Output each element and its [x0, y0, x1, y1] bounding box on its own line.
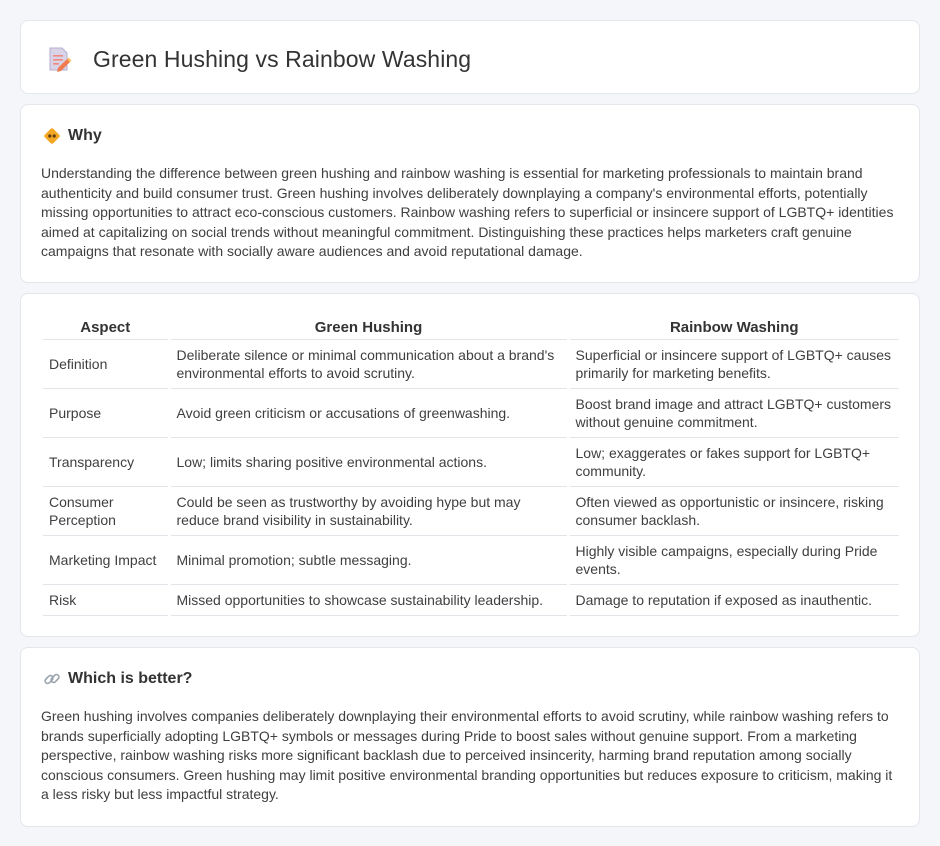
green-hushing-cell: Missed opportunities to showcase sustainability leadership. [169, 584, 568, 615]
green-hushing-cell: Could be seen as trustworthy by avoiding hype but may reduce brand visibility in sustainability. [169, 486, 568, 535]
header-rainbow-washing: Rainbow Washing [568, 315, 899, 339]
better-heading: Which is better? [68, 670, 193, 687]
better-header [43, 670, 192, 688]
why-heading: Why [68, 127, 102, 144]
table-row [43, 584, 899, 615]
why-text: Understanding the difference between green hushing and rainbow washing is essential for marketing professionals to maintain brand authenticity and build consumer trust. Green hushing involves deliberately downplaying a company's environmental efforts, potentially missing opportunities to attract eco-conscious customers. Rainbow washing refers to superficial or insincere support of LGBTQ+ identities aimed at capitalizing on social trends without meaningful commitment. Distinguishing these practices helps marketers craft genuine campaigns that resonate with socially aware audiences and avoid reputational damage. [41, 165, 894, 259]
page-title: Green Hushing vs Rainbow Washing [93, 45, 472, 72]
aspect-cell: Transparency [43, 437, 169, 486]
title-row [45, 45, 471, 73]
rainbow-washing-cell: Damage to reputation if exposed as inauthentic. [568, 584, 899, 615]
green-hushing-cell: Avoid green criticism or accusations of greenwashing. [169, 388, 568, 437]
header-green-hushing: Green Hushing [169, 315, 568, 339]
link-icon [43, 670, 61, 688]
table-row [43, 486, 899, 535]
which-is-better-card [20, 647, 920, 827]
aspect-cell: Definition [43, 339, 169, 388]
rainbow-washing-cell: Highly visible campaigns, especially during Pride events. [568, 535, 899, 584]
rainbow-washing-cell: Boost brand image and attract LGBTQ+ customers without genuine commitment. [568, 388, 899, 437]
document-pencil-icon [45, 45, 73, 73]
header-aspect: Aspect [43, 315, 169, 339]
green-hushing-cell: Minimal promotion; subtle messaging. [169, 535, 568, 584]
table-row [43, 339, 899, 388]
better-text: Green hushing involves companies deliberately downplaying their environmental efforts to avoid scrutiny, while rainbow washing refers to brands superficially adopting LGBTQ+ symbols or messages during Pride to boost sales without genuine support. From a marketing perspective, rainbow washing risks more significant backlash due to perceived insincerity, harming brand reputation among socially conscious consumers. Green hushing may limit positive environmental branding opportunities but reduces exposure to criticism, making it a less risky but less impactful strategy. [41, 708, 893, 802]
aspect-cell: Marketing Impact [43, 535, 169, 584]
aspect-cell: Purpose [43, 388, 169, 437]
rainbow-washing-cell: Superficial or insincere support of LGBTQ+ causes primarily for marketing benefits. [568, 339, 899, 388]
aspect-cell: Risk [43, 584, 169, 615]
rainbow-washing-cell: Often viewed as opportunistic or insincere, risking consumer backlash. [568, 486, 899, 535]
comparison-table [43, 315, 899, 616]
comparison-card [20, 293, 920, 637]
diamond-sign-icon [43, 127, 61, 145]
why-card [20, 104, 920, 283]
why-header [43, 127, 102, 145]
table-header-row [43, 315, 899, 339]
table-row [43, 388, 899, 437]
table-row [43, 535, 899, 584]
aspect-cell: Consumer Perception [43, 486, 169, 535]
table-row [43, 437, 899, 486]
rainbow-washing-cell: Low; exaggerates or fakes support for LGBTQ+ community. [568, 437, 899, 486]
green-hushing-cell: Deliberate silence or minimal communication about a brand's environmental efforts to avoid scrutiny. [169, 339, 568, 388]
green-hushing-cell: Low; limits sharing positive environmental actions. [169, 437, 568, 486]
title-card [20, 20, 920, 94]
